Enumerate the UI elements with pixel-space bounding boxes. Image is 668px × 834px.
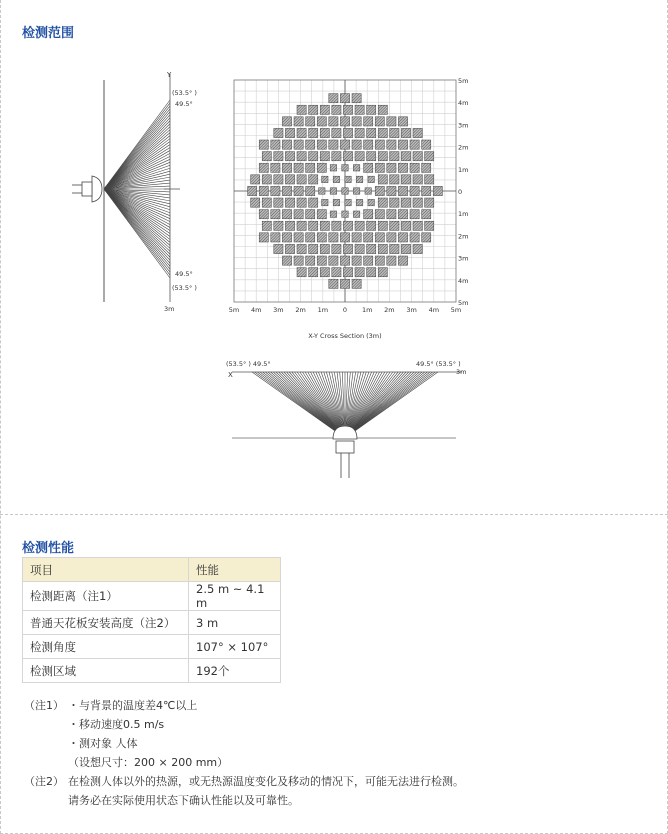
detection-zone xyxy=(332,152,341,161)
detection-zone xyxy=(410,233,419,242)
x-tick-label: 4m xyxy=(428,306,440,314)
y-tick-label: 2m xyxy=(458,143,469,152)
side-bottom-inner-label: 49.5° xyxy=(175,270,193,278)
detection-zone xyxy=(262,221,271,230)
side-top-outer-label: (53.5° ) xyxy=(172,89,197,97)
detection-zone xyxy=(274,152,283,161)
detection-zone xyxy=(355,221,364,230)
table-row xyxy=(23,582,281,611)
detection-zone xyxy=(375,140,384,149)
detection-zone xyxy=(356,199,362,205)
table-header-row xyxy=(23,558,281,582)
note-1-line: ・与背景的温度差4℃以上 xyxy=(68,699,198,712)
detection-zone xyxy=(425,175,434,184)
detection-zone xyxy=(306,140,315,149)
note-1-line: ・移动速度0.5 m/s xyxy=(68,718,165,731)
detection-zone xyxy=(364,233,373,242)
x-tick-label: 3m xyxy=(406,306,417,314)
table-cell: 3 m xyxy=(189,611,281,635)
detection-zone xyxy=(422,186,431,195)
table-header-cell: 性能 xyxy=(189,558,281,582)
sensor-front-body-icon xyxy=(336,441,354,453)
detection-zone xyxy=(274,221,283,230)
detection-zone xyxy=(355,105,364,114)
detection-zone xyxy=(306,186,315,195)
detection-zone xyxy=(285,128,294,137)
detection-zone xyxy=(368,176,374,182)
front-left-angle-label: (53.5° ) 49.5° xyxy=(226,360,271,368)
detection-zone xyxy=(352,279,361,288)
detection-zone xyxy=(375,210,384,219)
detection-zone xyxy=(353,211,359,217)
section-title-detection-performance: 检测性能 xyxy=(22,541,75,556)
table-cell: 检测距离（注1） xyxy=(23,582,189,611)
detection-zone xyxy=(259,233,268,242)
detection-zone xyxy=(297,268,306,277)
detection-zone xyxy=(309,105,318,114)
detection-zone xyxy=(387,117,396,126)
detection-zone xyxy=(353,165,359,171)
detection-zone xyxy=(410,210,419,219)
table-cell: 检测区域 xyxy=(23,659,189,683)
x-tick-label: 2m xyxy=(295,306,306,314)
detection-zone xyxy=(329,94,338,103)
detection-zone xyxy=(317,140,326,149)
section-divider xyxy=(0,514,668,515)
side-view-fan xyxy=(104,100,170,278)
x-tick-label: 2m xyxy=(384,306,395,314)
sensor-side-icon xyxy=(92,176,102,202)
detection-zone xyxy=(410,163,419,172)
front-distance-label: 3m xyxy=(456,368,467,376)
detection-zone xyxy=(390,198,399,207)
section-title-detection-range: 检测范围 xyxy=(22,26,75,41)
detection-zone xyxy=(378,268,387,277)
detection-zone xyxy=(317,233,326,242)
detection-zone xyxy=(330,211,336,217)
detection-zone xyxy=(282,256,291,265)
detection-zone xyxy=(378,221,387,230)
detection-zone xyxy=(413,244,422,253)
note-2-line: 在检测人体以外的热源，或无热源温度变化及移动的情况下，可能无法进行检测。 xyxy=(68,775,464,788)
detection-zone xyxy=(285,175,294,184)
side-bottom-outer-label: (53.5° ) xyxy=(172,284,197,292)
detection-zone xyxy=(398,117,407,126)
table-row xyxy=(23,635,281,659)
table-cell: 107° × 107° xyxy=(189,635,281,659)
detection-zone xyxy=(343,128,352,137)
detection-zone xyxy=(274,198,283,207)
detection-zone xyxy=(306,163,315,172)
detection-zone xyxy=(343,221,352,230)
detection-zone xyxy=(320,268,329,277)
detection-zone xyxy=(333,176,339,182)
detection-zone xyxy=(413,128,422,137)
detection-zone xyxy=(352,117,361,126)
detection-zone xyxy=(322,176,328,182)
detection-zone xyxy=(285,244,294,253)
y-tick-label: 0 xyxy=(458,188,463,196)
detection-zone xyxy=(390,221,399,230)
detection-zone xyxy=(387,140,396,149)
sensor-side-body-icon xyxy=(82,182,92,196)
x-tick-label: 1m xyxy=(317,306,329,314)
detection-zone xyxy=(387,163,396,172)
detection-zone xyxy=(306,210,315,219)
detection-zone xyxy=(320,105,329,114)
detection-zone xyxy=(282,210,291,219)
detection-zone xyxy=(387,210,396,219)
detection-zone xyxy=(425,152,434,161)
detection-zone xyxy=(271,186,280,195)
note-1-line: （设想尺寸：200 × 200 mm） xyxy=(68,756,229,769)
detection-zone xyxy=(375,117,384,126)
detection-zone xyxy=(343,244,352,253)
detection-zone xyxy=(294,256,303,265)
y-tick-label: 3m xyxy=(458,121,469,130)
detection-zone xyxy=(390,152,399,161)
detection-zone xyxy=(352,233,361,242)
detection-zone xyxy=(413,175,422,184)
detection-zone xyxy=(422,140,431,149)
detection-zone xyxy=(330,165,336,171)
detection-zone xyxy=(297,105,306,114)
detection-zone xyxy=(329,233,338,242)
detection-zone xyxy=(410,140,419,149)
detection-zone xyxy=(364,210,373,219)
detection-zone xyxy=(297,244,306,253)
detection-zone xyxy=(294,233,303,242)
detection-zone xyxy=(332,221,341,230)
detection-zone xyxy=(322,199,328,205)
detection-zone xyxy=(332,244,341,253)
detection-zone xyxy=(367,221,376,230)
detection-zones xyxy=(248,94,443,289)
detection-zone xyxy=(401,175,410,184)
detection-zone xyxy=(282,233,291,242)
detection-zone xyxy=(425,198,434,207)
detection-zone xyxy=(401,152,410,161)
note-1 xyxy=(24,696,464,772)
detection-zone xyxy=(329,279,338,288)
detection-zone xyxy=(285,152,294,161)
detection-zone xyxy=(340,117,349,126)
detection-zone xyxy=(282,186,291,195)
detection-zone xyxy=(340,279,349,288)
detection-zone xyxy=(248,186,257,195)
side-axis-y-label: Y xyxy=(167,71,172,79)
detection-zone xyxy=(251,198,260,207)
detection-zone xyxy=(333,199,339,205)
detection-zone xyxy=(329,256,338,265)
detection-zone xyxy=(332,128,341,137)
detection-zone xyxy=(398,163,407,172)
side-top-inner-label: 49.5° xyxy=(175,100,193,108)
detection-zone xyxy=(320,244,329,253)
detection-zone xyxy=(297,198,306,207)
detection-zone xyxy=(425,221,434,230)
detection-zone xyxy=(259,186,268,195)
detection-zone xyxy=(320,128,329,137)
detection-zone xyxy=(282,117,291,126)
detection-zone xyxy=(378,152,387,161)
detection-zone xyxy=(340,256,349,265)
detection-zone xyxy=(364,256,373,265)
detection-zone xyxy=(294,163,303,172)
detection-zone xyxy=(309,244,318,253)
detection-zone xyxy=(306,233,315,242)
spec-table xyxy=(22,557,281,683)
front-right-angle-label: 49.5° (53.5° ) xyxy=(416,360,461,368)
detection-zone xyxy=(390,175,399,184)
detection-zone xyxy=(378,244,387,253)
detection-zone xyxy=(367,128,376,137)
detection-zone xyxy=(422,233,431,242)
detection-zone xyxy=(367,152,376,161)
note-1-line: ・测对象 人体 xyxy=(68,737,138,750)
note-2-line: 请务必在实际使用状态下确认性能以及可靠性。 xyxy=(68,794,299,807)
detection-zone xyxy=(410,186,419,195)
detection-zone xyxy=(271,140,280,149)
detection-zone xyxy=(364,117,373,126)
detection-zone xyxy=(401,221,410,230)
detection-zone xyxy=(329,140,338,149)
detection-zone xyxy=(340,233,349,242)
detection-zone xyxy=(271,163,280,172)
detection-zone xyxy=(413,198,422,207)
detection-zone xyxy=(320,152,329,161)
detection-zone xyxy=(262,175,271,184)
detection-zone xyxy=(345,176,351,182)
detection-zone xyxy=(309,198,318,207)
notes-block xyxy=(24,696,464,810)
detection-zone xyxy=(422,163,431,172)
table-row xyxy=(23,659,281,683)
detection-zone xyxy=(271,210,280,219)
detection-zone xyxy=(378,105,387,114)
detection-zone xyxy=(345,199,351,205)
y-tick-label: 4m xyxy=(458,99,469,108)
detection-zone xyxy=(309,175,318,184)
detection-zone xyxy=(294,210,303,219)
x-tick-label: 4m xyxy=(250,306,262,314)
y-tick-label: 1m xyxy=(458,210,469,219)
detection-zone xyxy=(259,163,268,172)
note-2 xyxy=(24,772,464,810)
detection-zone xyxy=(355,128,364,137)
detection-zone xyxy=(401,244,410,253)
detection-zone xyxy=(378,128,387,137)
detection-zone xyxy=(398,186,407,195)
detection-zone xyxy=(367,105,376,114)
detection-zone xyxy=(306,256,315,265)
y-tick-label: 2m xyxy=(458,232,469,241)
detection-zone xyxy=(317,210,326,219)
detection-zone xyxy=(332,105,341,114)
detection-zone xyxy=(365,188,371,194)
detection-zone xyxy=(317,256,326,265)
detection-zone xyxy=(401,198,410,207)
detection-zone xyxy=(251,175,260,184)
note-1-label: （注1） xyxy=(24,699,64,712)
x-tick-label: 0 xyxy=(342,306,348,314)
detection-zone xyxy=(309,152,318,161)
detection-zone xyxy=(398,210,407,219)
side-view-diagram xyxy=(60,66,210,316)
detection-zone xyxy=(390,128,399,137)
detection-zone xyxy=(259,140,268,149)
detection-zone xyxy=(309,128,318,137)
detection-zone xyxy=(387,186,396,195)
detection-zone xyxy=(390,244,399,253)
detection-zone xyxy=(343,105,352,114)
x-tick-label: 1m xyxy=(361,306,373,314)
detection-zone xyxy=(398,140,407,149)
detection-zone xyxy=(282,163,291,172)
detection-zone xyxy=(433,186,442,195)
detection-zone xyxy=(378,198,387,207)
detection-zone xyxy=(367,268,376,277)
detection-zone xyxy=(342,211,348,217)
front-axis-x-label: X xyxy=(228,371,233,379)
detection-zone xyxy=(317,163,326,172)
detection-zone xyxy=(294,186,303,195)
detection-zone xyxy=(378,175,387,184)
detection-zone xyxy=(285,198,294,207)
detection-zone xyxy=(387,256,396,265)
side-distance-label: 3m xyxy=(164,305,175,313)
detection-zone xyxy=(355,152,364,161)
detection-zone xyxy=(329,117,338,126)
y-tick-label: 1m xyxy=(458,165,469,174)
detection-zone xyxy=(398,256,407,265)
detection-zone xyxy=(297,128,306,137)
detection-zone xyxy=(297,152,306,161)
detection-zone xyxy=(342,188,348,194)
detection-zone xyxy=(352,140,361,149)
detection-zone xyxy=(297,175,306,184)
detection-zone xyxy=(375,163,384,172)
y-tick-label: 4m xyxy=(458,276,469,285)
detection-zone xyxy=(352,94,361,103)
detection-zone xyxy=(282,140,291,149)
detection-zone xyxy=(320,221,329,230)
table-cell: 192个 xyxy=(189,659,281,683)
detection-zone xyxy=(294,140,303,149)
detection-zone xyxy=(285,221,294,230)
detection-zone xyxy=(401,128,410,137)
detection-zone xyxy=(330,188,336,194)
x-tick-label: 5m xyxy=(450,306,462,314)
note-2-label: （注2） xyxy=(24,775,64,788)
detection-zone xyxy=(375,186,384,195)
y-tick-label: 5m xyxy=(458,299,469,307)
detection-zone xyxy=(259,210,268,219)
cross-section-caption: X-Y Cross Section (3m) xyxy=(308,332,382,340)
detection-zone xyxy=(343,268,352,277)
table-cell: 2.5 m ~ 4.1 m xyxy=(189,582,281,611)
detection-zone xyxy=(355,244,364,253)
detection-zone xyxy=(317,117,326,126)
y-tick-label: 3m xyxy=(458,254,469,263)
front-view-diagram xyxy=(222,354,472,486)
detection-zone xyxy=(387,233,396,242)
detection-zone xyxy=(352,256,361,265)
detection-zone xyxy=(413,221,422,230)
detection-zone xyxy=(340,140,349,149)
table-cell: 检测角度 xyxy=(23,635,189,659)
detection-zone xyxy=(368,199,374,205)
detection-zone xyxy=(353,188,359,194)
detection-zone xyxy=(356,176,362,182)
y-tick-label: 5m xyxy=(458,77,469,85)
detection-zone xyxy=(364,163,373,172)
detection-zone xyxy=(274,244,283,253)
detection-zone xyxy=(274,175,283,184)
table-row xyxy=(23,611,281,635)
detection-zone xyxy=(274,128,283,137)
detection-zone xyxy=(342,165,348,171)
detection-zone xyxy=(294,117,303,126)
detection-zone xyxy=(309,221,318,230)
detection-zone xyxy=(332,268,341,277)
detection-zone xyxy=(413,152,422,161)
table-cell: 普通天花板安装高度（注2） xyxy=(23,611,189,635)
cross-section-diagram xyxy=(226,74,476,342)
x-tick-label: 3m xyxy=(273,306,284,314)
detection-zone xyxy=(306,117,315,126)
detection-zone xyxy=(398,233,407,242)
detection-zone xyxy=(297,221,306,230)
detection-zone xyxy=(340,94,349,103)
detection-zone xyxy=(271,233,280,242)
detection-zone xyxy=(355,268,364,277)
detection-zone xyxy=(343,152,352,161)
detection-zone xyxy=(375,256,384,265)
detection-zone xyxy=(375,233,384,242)
table-header-cell: 项目 xyxy=(23,558,189,582)
detection-zone xyxy=(367,244,376,253)
detection-zone xyxy=(262,152,271,161)
x-tick-label: 5m xyxy=(228,306,240,314)
detection-zone xyxy=(309,268,318,277)
detection-zone xyxy=(422,210,431,219)
detection-zone xyxy=(262,198,271,207)
detection-zone xyxy=(319,188,325,194)
detection-zone xyxy=(364,140,373,149)
